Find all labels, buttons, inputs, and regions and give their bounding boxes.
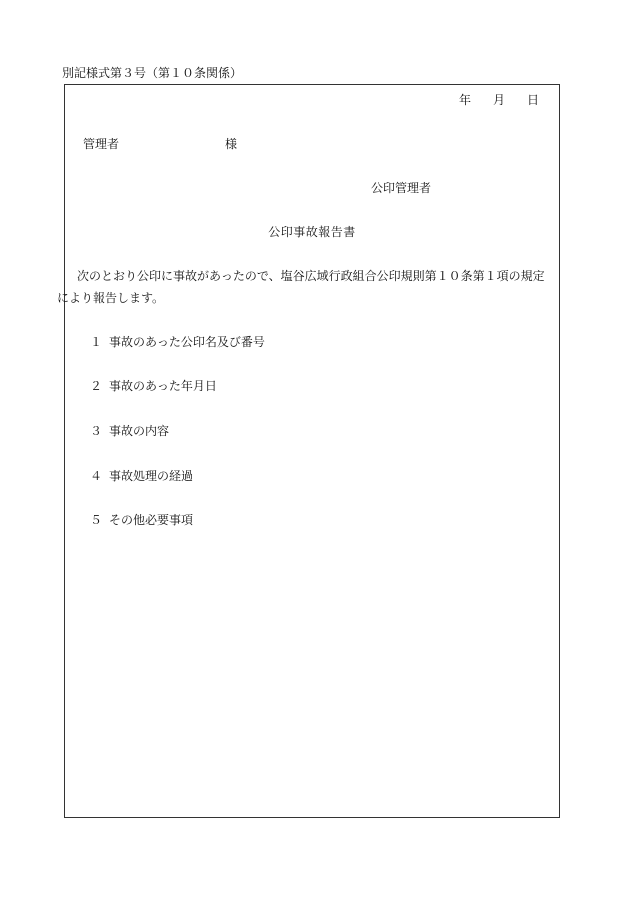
date-month: 月 [492, 93, 505, 107]
list-item [83, 422, 169, 439]
item-text: 事故のあった公印名及び番号 [109, 335, 265, 349]
item-text: 事故のあった年月日 [109, 379, 217, 393]
document-title: 公印事故報告書 [268, 225, 356, 239]
list-item [83, 333, 265, 350]
list-item [83, 377, 217, 394]
item-number: ３ [89, 424, 102, 438]
form-label: 別記様式第３号（第１０条関係） [62, 66, 243, 80]
date-line [459, 91, 539, 108]
item-number: ４ [89, 469, 102, 483]
item-number: １ [89, 335, 102, 349]
sender: 公印管理者 [371, 181, 432, 195]
list-item [83, 511, 193, 528]
item-text: 事故処理の経過 [109, 469, 194, 483]
addressee [83, 135, 237, 152]
date-day: 日 [526, 93, 539, 107]
report-form [57, 84, 560, 818]
date-year: 年 [458, 93, 471, 107]
item-number: ５ [89, 513, 102, 527]
body-text: 次のとおり公印に事故があったので、塩谷広域行政組合公印規則第１０条第１項の規定により報告します。 [57, 269, 545, 305]
item-text: 事故の内容 [109, 424, 170, 438]
addressee-suffix: 様 [225, 137, 238, 151]
item-text: その他必要事項 [109, 513, 194, 527]
item-number: ２ [89, 379, 102, 393]
list-item [83, 467, 193, 484]
addressee-label: 管理者 [83, 137, 120, 151]
